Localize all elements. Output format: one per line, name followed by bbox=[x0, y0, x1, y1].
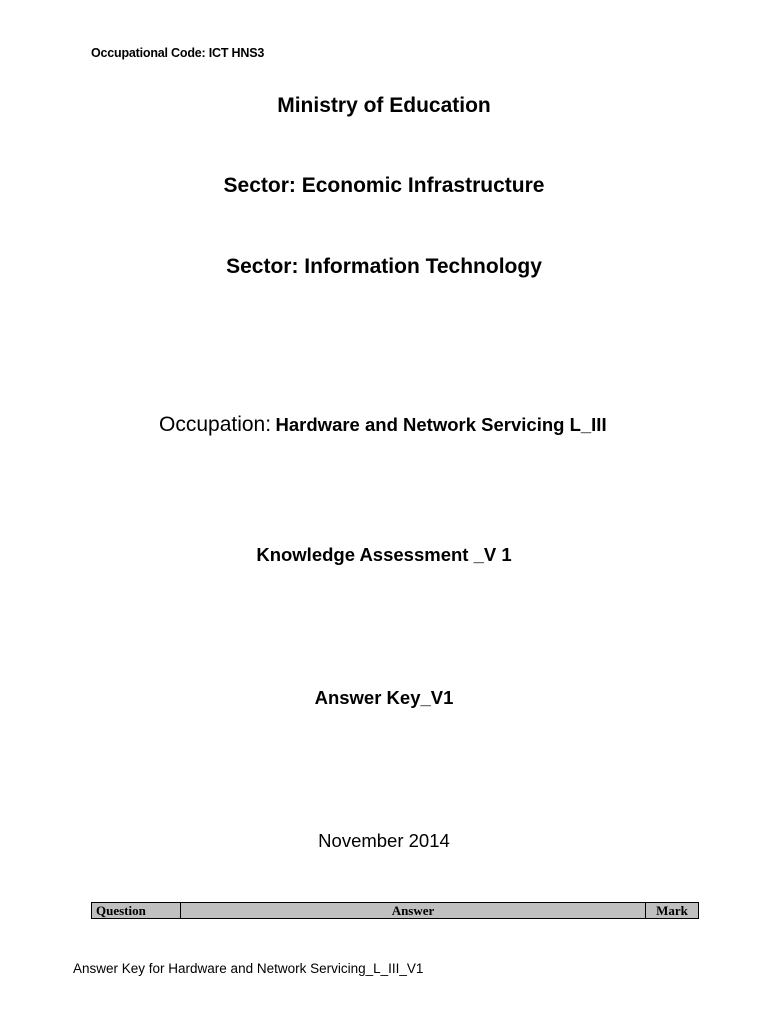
sector-it: Sector: Information Technology bbox=[226, 255, 542, 278]
occupational-code bbox=[91, 46, 264, 60]
header-mark: Mark bbox=[646, 903, 699, 919]
knowledge-assessment-title: Knowledge Assessment _V 1 bbox=[256, 544, 512, 565]
answer-table bbox=[91, 902, 699, 919]
sector-economic: Sector: Economic Infrastructure bbox=[223, 174, 545, 197]
occupation-label: Occupation: bbox=[159, 413, 272, 436]
document-date: November 2014 bbox=[318, 830, 450, 851]
header-question: Question bbox=[92, 903, 181, 919]
table-header-row bbox=[92, 903, 699, 919]
occupational-code-value: ICT HNS3 bbox=[208, 46, 265, 60]
answer-key-title: Answer Key_V1 bbox=[314, 687, 454, 708]
occupation-line bbox=[159, 413, 607, 437]
header-answer: Answer bbox=[181, 903, 646, 919]
occupation-value: Hardware and Network Servicing L_III bbox=[275, 414, 607, 435]
ministry-title: Ministry of Education bbox=[277, 94, 491, 117]
page-footer: Answer Key for Hardware and Network Servicing_L_III_V1 bbox=[73, 961, 424, 976]
occupational-code-label: Occupational Code: bbox=[91, 46, 206, 60]
